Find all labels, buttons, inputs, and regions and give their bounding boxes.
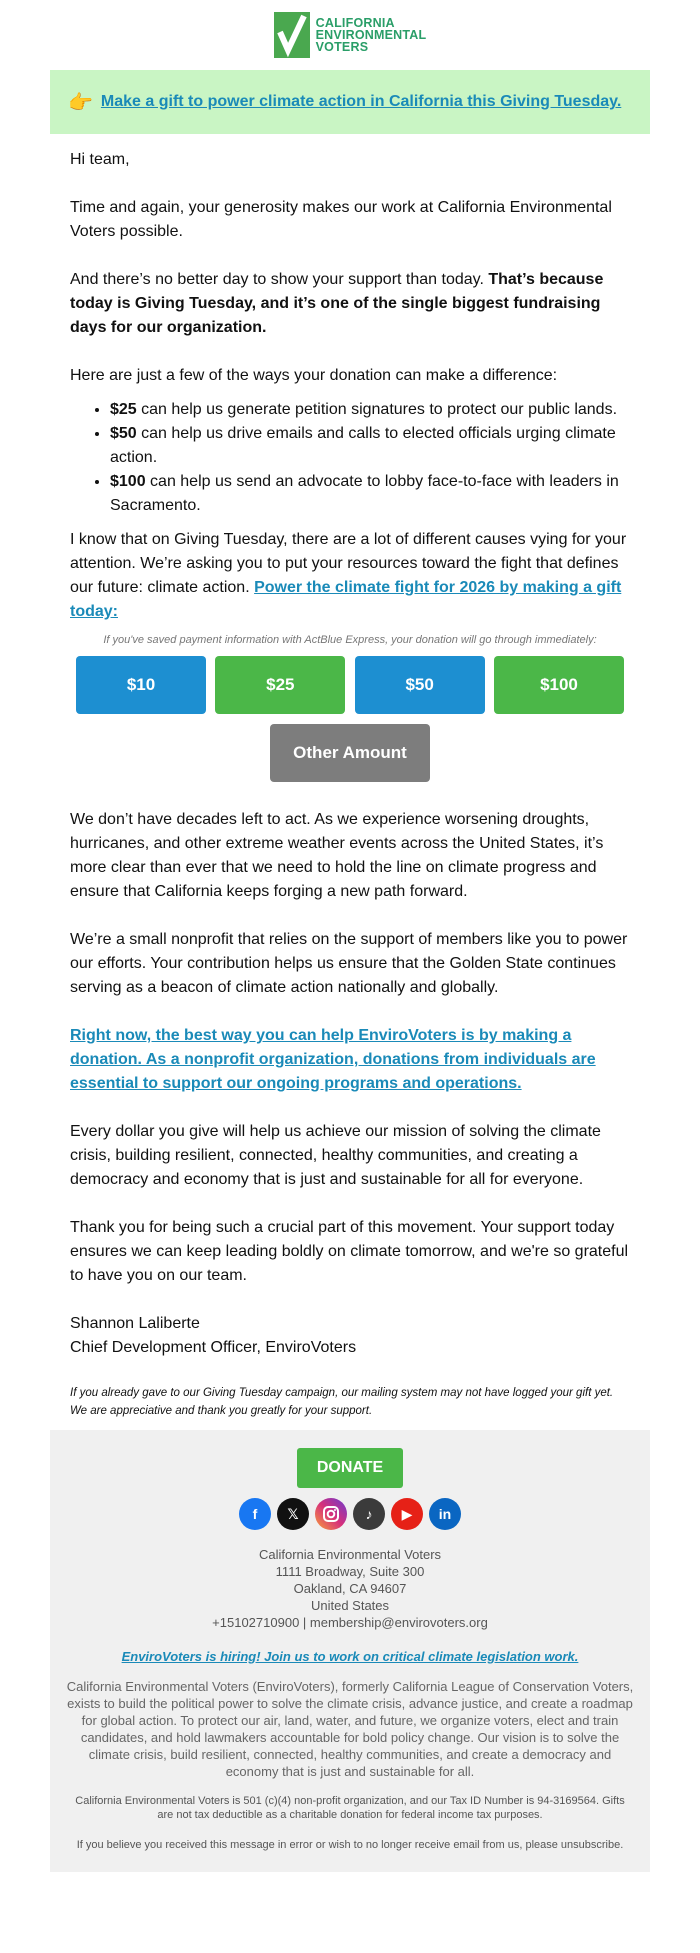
list-item [110,470,630,518]
x-icon[interactable]: 𝕏 [277,1498,309,1530]
about-org: California Environmental Voters (EnviroVoters), formerly California League of Conservation Voters, exists to build the political power to solve the climate crisis, advance justice, and create a roadmap for global action. To protect our air, land, water, and future, we organize voters, elect and train candidates, and hold lawmakers accountable for bold policy change. Our vision is to solve the climate crisis, build resilient, connected, healthy communities, and create a democracy and economy that is just and sustainable for all. [66,1679,634,1779]
country: United States [310,1598,390,1613]
footer [50,1430,650,1872]
paragraph-6: We’re a small nonprofit that relies on the support of members like you to power our efforts. Your contribution helps us ensure that the Golden State continues serving as a beacon of climate action nationally and globally. [70,931,628,996]
city-state-zip: Oakland, CA 94607 [293,1581,407,1596]
footer-donate-button[interactable]: DONATE [297,1448,403,1488]
linkedin-icon[interactable]: in [429,1498,461,1530]
email-container [50,0,650,1872]
donate-50-button[interactable]: $50 [355,656,485,714]
list-item-amount: $100 [110,473,146,490]
hiring-link[interactable]: EnviroVoters is hiring! Join us to work on critical climate legislation work. [121,1649,579,1664]
paragraph-2 [70,268,630,340]
signature-title: Chief Development Officer, EnviroVoters [70,1339,357,1356]
other-amount-button[interactable]: Other Amount [270,724,430,782]
list-item-amount: $25 [110,401,137,418]
logo-wordmark [316,17,427,53]
facebook-icon[interactable]: f [239,1498,271,1530]
paragraph-3: Here are just a few of the ways your donation can make a difference: [70,367,558,384]
actblue-express-note: If you've saved payment information with ActBlue Express, your donation will go through immediately: [103,634,597,646]
contact-info: +15102710900 | membership@envirovoters.org [212,1615,488,1630]
org-name: California Environmental Voters [258,1547,442,1562]
donate-100-button[interactable]: $100 [494,656,624,714]
paragraph-4 [70,528,630,624]
email-body [50,148,650,624]
tiktok-icon[interactable]: ♪ [353,1498,385,1530]
paragraph-1: Time and again, your generosity makes our work at California Environmental Voters possible. [70,199,612,240]
checkmark-logo-icon [274,12,310,58]
list-item-text: can help us drive emails and calls to elected officials urging climate action. [110,425,616,466]
list-item [110,398,630,422]
instagram-icon[interactable] [315,1498,347,1530]
logo-line-1: CALIFORNIA [315,16,395,30]
paragraph-7 [70,1024,630,1096]
mailing-address [66,1546,634,1631]
tax-disclaimer: California Environmental Voters is 501 (c)(4) non-profit organization, and our Tax ID Number is 94-3169564. Gifts are not tax deductible as a charitable donation for federal income tax purposes. [75,1795,625,1821]
logo-line-3: VOTERS [315,40,369,54]
paragraph-8: Every dollar you give will help us achieve our mission of solving the climate crisis, building resilient, connected, healthy communities, and creating a democracy and economy that is just and sustainable for all for everyone. [70,1123,601,1188]
donation-amounts [50,656,650,714]
list-item-text: can help us send an advocate to lobby face-to-face with leaders in Sacramento. [110,473,619,514]
pointing-hand-icon: 👉 [68,91,93,114]
header-logo[interactable] [50,0,650,70]
greeting: Hi team, [70,151,130,168]
list-item-text: can help us generate petition signatures to protect our public lands. [136,401,618,418]
unsubscribe-note[interactable]: If you believe you received this message in error or wish to no longer receive email from us, please unsubscribe. [76,1839,624,1851]
postscript-note: If you already gave to our Giving Tuesday campaign, our mailing system may not have logged your gift yet. We are appreciative and thank you greatly for your support. [70,1387,614,1417]
paragraph-2-text: And there’s no better day to show your support than today. [70,271,489,288]
paragraph-4-text: I know that on Giving Tuesday, there are a lot of different causes vying for your attention. We’re asking you to put your resources toward the fight that defines our future: climate action. [70,531,627,596]
signature-name: Shannon Laliberte [70,1315,200,1332]
youtube-icon[interactable]: ▶ [391,1498,423,1530]
list-item-amount: $50 [110,425,137,442]
signature [50,1312,650,1360]
power-climate-fight-link[interactable]: Power the climate fight for 2026 by making a gift today: [70,579,622,620]
email-body-continued [50,808,650,1288]
other-amount-row [50,724,650,782]
list-item [110,422,630,470]
street-address: 1111 Broadway, Suite 300 [275,1564,425,1579]
logo-line-2: ENVIRONMENTAL [315,28,427,42]
banner-gift-link[interactable]: Make a gift to power climate action in California this Giving Tuesday. [100,93,622,110]
donate-10-button[interactable]: $10 [76,656,206,714]
giving-tuesday-banner [50,70,650,134]
impact-list [110,398,630,518]
paragraph-9: Thank you for being such a crucial part of this movement. Your support today ensures we can keep leading boldly on climate tomorrow, and we're so grateful to have you on our team. [70,1219,629,1284]
paragraph-5: We don’t have decades left to act. As we experience worsening droughts, hurricanes, and other extreme weather events across the United States, it’s more clear than ever that we need to hold the line on climate progress and ensure that California keeps forging a new path forward. [70,811,604,900]
social-links [66,1498,634,1530]
donate-25-button[interactable]: $25 [215,656,345,714]
paragraph-2-bold: That’s because today is Giving Tuesday, and it’s one of the single biggest fundraising days for our organization. [70,271,604,336]
donation-appeal-link[interactable]: Right now, the best way you can help EnviroVoters is by making a donation. As a nonprofit organization, donations from individuals are essential to support our ongoing programs and operations. [70,1027,596,1092]
